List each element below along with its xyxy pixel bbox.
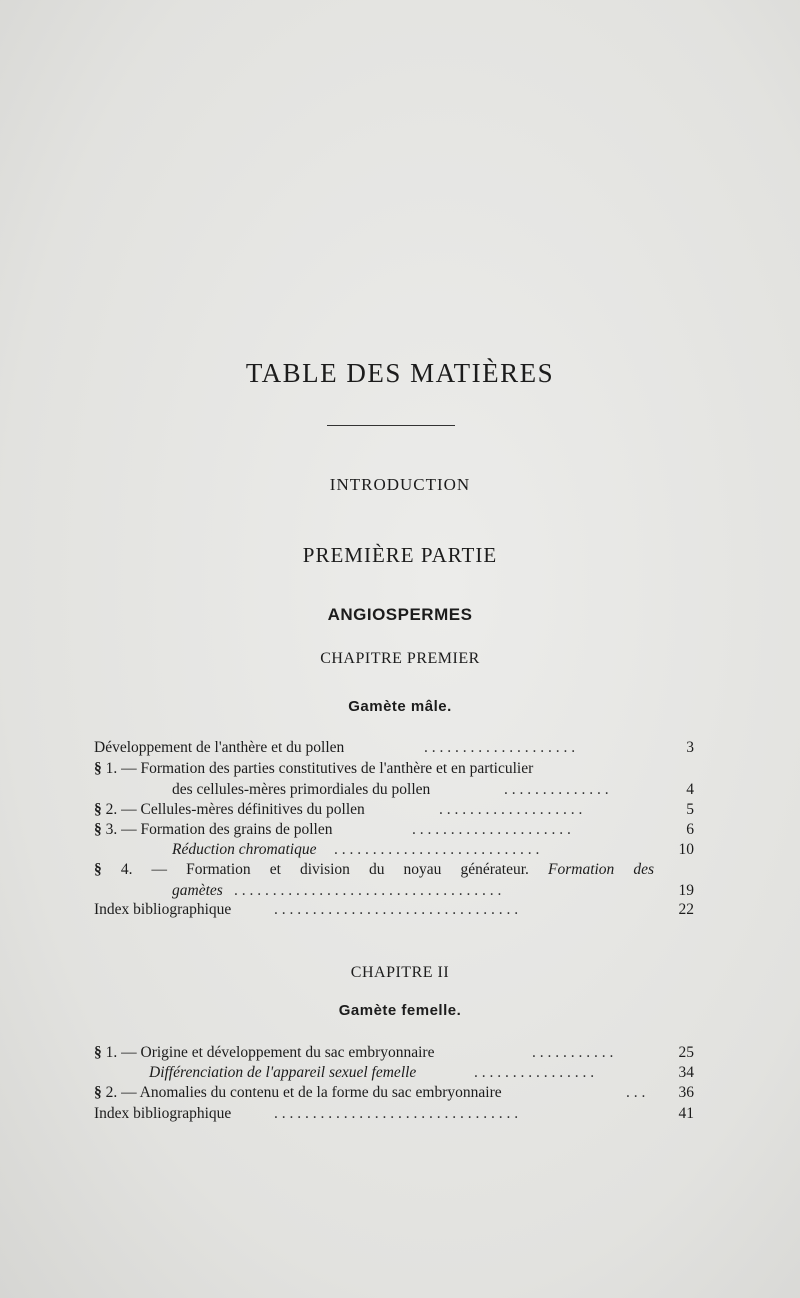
toc-entry-text: 1. — Origine et développement du sac embryonnaire	[105, 1044, 435, 1061]
toc-entry	[94, 780, 694, 800]
toc-entry-text: Développement de l'anthère et du pollen	[94, 739, 345, 756]
toc-entry-text: Index bibliographique	[94, 1105, 232, 1122]
toc-entry-text: gamètes	[172, 882, 223, 899]
toc-entry	[94, 881, 694, 901]
toc-entry	[94, 1083, 694, 1103]
toc-entry	[94, 860, 694, 880]
toc-entry	[94, 759, 694, 779]
leader-dots: . . . . . . . . . . . . . . . . . . . . . . . . . . .	[334, 841, 540, 858]
chapter-1-heading: CHAPITRE PREMIER	[320, 650, 480, 667]
leader-dots: . . . . . . . . . . . . . . . . . . . . .	[412, 821, 571, 838]
toc-page-number: 36	[678, 1084, 694, 1101]
toc-entry-text: 1. — Formation des parties constitutives de l'anthère et en particulier	[105, 760, 534, 777]
toc-entry	[94, 738, 694, 758]
toc-entry-text: Index bibliographique	[94, 901, 232, 918]
toc-entry	[94, 900, 694, 920]
section-mark: §	[94, 861, 102, 878]
leader-dots: . . . . . . . . . . . . . . . . . . . . . . . . . . . . . . . .	[274, 901, 519, 918]
toc-entry	[94, 820, 694, 840]
toc-entry-text: 2. — Anomalies du contenu et de la forme du sac embryonnaire	[105, 1084, 502, 1101]
chapter-2-heading: CHAPITRE II	[350, 964, 450, 981]
leader-dots: . . . . . . . . . . . . . . . . . . .	[439, 801, 583, 818]
toc-entry-text: 3. — Formation des grains de pollen	[105, 821, 333, 838]
title-rule	[327, 425, 455, 426]
toc-page-number: 6	[686, 821, 694, 838]
leader-dots: . . . . . . . . . . . . . . . . . . . . . . . . . . . . . . . .	[274, 1105, 519, 1122]
toc-entry	[94, 840, 694, 860]
toc-entry-text-italic: Formation des	[548, 861, 655, 878]
toc-page-number: 19	[678, 882, 694, 899]
leader-dots: . . . . . . . . . . . . . . . .	[474, 1064, 595, 1081]
leader-dots: . . . . . . . . . . .	[532, 1044, 614, 1061]
leader-dots: . . . . . . . . . . . . . . . . . . . .	[424, 739, 576, 756]
section-heading: ANGIOSPERMES	[327, 605, 473, 624]
leader-dots: . . .	[626, 1084, 646, 1101]
introduction-heading: INTRODUCTION	[329, 475, 471, 494]
toc-entry-text: des cellules-mères primordiales du pollen	[172, 781, 431, 798]
toc-entry	[94, 1104, 694, 1124]
part-heading: PREMIÈRE PARTIE	[302, 543, 498, 567]
toc-page-number: 4	[686, 781, 694, 798]
toc-page-number: 41	[678, 1105, 694, 1122]
section-mark: §	[94, 801, 102, 818]
section-mark: §	[94, 821, 102, 838]
toc-entry-text: Différenciation de l'appareil sexuel femelle	[149, 1064, 417, 1081]
toc-page-number: 34	[678, 1064, 694, 1081]
section-mark: §	[94, 1084, 102, 1101]
toc-entry	[94, 1063, 694, 1083]
leader-dots: . . . . . . . . . . . . . . . . . . . . . . . . . . . . . . . . . . .	[234, 882, 502, 899]
leader-dots: . . . . . . . . . . . . . .	[504, 781, 609, 798]
section-mark: §	[94, 1044, 102, 1061]
toc-entry	[94, 1043, 694, 1063]
toc-entry-text: Réduction chromatique	[172, 841, 317, 858]
toc-page-number: 22	[678, 901, 694, 918]
toc-entry-text: 4. — Formation et division du noyau générateur.	[120, 861, 529, 878]
section-mark: §	[94, 760, 102, 777]
toc-page-number: 3	[686, 739, 694, 756]
page-title: TABLE DES MATIÈRES	[245, 358, 555, 388]
toc-page-number: 25	[678, 1044, 694, 1061]
toc-entry	[94, 800, 694, 820]
chapter-1-subtitle: Gamète mâle.	[348, 698, 452, 715]
toc-page-number: 5	[686, 801, 694, 818]
toc-page-number: 10	[678, 841, 694, 858]
toc-entry-text: 2. — Cellules-mères définitives du pollen	[105, 801, 365, 818]
chapter-2-subtitle: Gamète femelle.	[338, 1002, 462, 1019]
